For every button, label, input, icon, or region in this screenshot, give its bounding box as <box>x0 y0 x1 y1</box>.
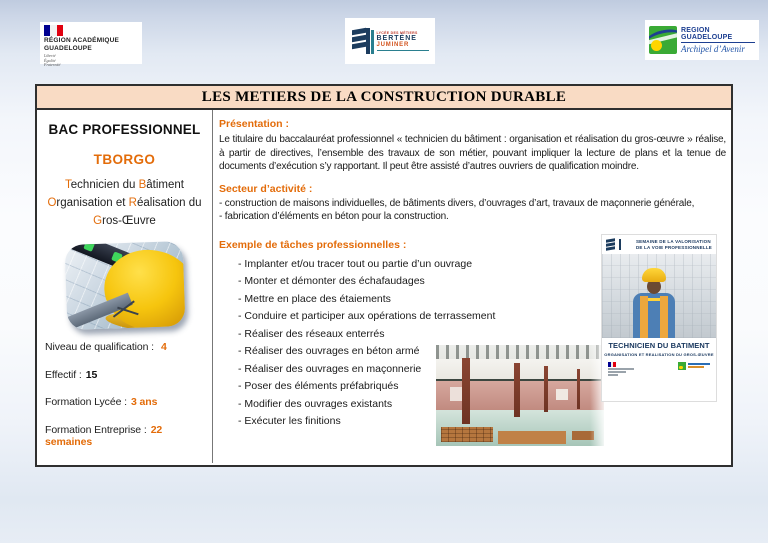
academie-name-line1: RÉGION ACADÉMIQUE <box>44 37 120 44</box>
task-item: - Implanter et/ou tracer tout ou partie d’un ouvrage <box>238 257 473 270</box>
workshop-column <box>544 366 548 412</box>
diploma-panel <box>37 110 213 463</box>
details-panel <box>213 110 731 463</box>
diploma-title: BAC PROFESSIONNEL <box>48 122 201 137</box>
motto-egalite: Égalité <box>44 57 56 63</box>
poster-title: TECHNICIEN DU BATIMENT <box>608 341 710 350</box>
worker-vest-strap <box>648 298 660 301</box>
effectif-value: 15 <box>85 368 98 381</box>
tborgo-poster <box>602 235 716 401</box>
poster-region-logo-icon <box>678 362 710 370</box>
program-acronym: TBORGO <box>93 152 156 167</box>
task-item: - Modifier des ouvrages existants <box>238 397 393 410</box>
workshop-photo <box>436 345 604 446</box>
workshop-column <box>462 358 470 424</box>
worker-helmet-icon <box>642 268 666 282</box>
worker-vest-stripe <box>640 296 648 338</box>
formation-lycee-label: Formation Lycée : <box>45 396 127 408</box>
presentation-heading: Présentation : <box>219 118 290 130</box>
program-full-name <box>47 176 201 230</box>
task-item: - Réaliser des ouvrages en maçonnerie <box>238 362 422 375</box>
secteur-heading: Secteur d’activité : <box>219 182 313 195</box>
program-facts <box>37 341 212 463</box>
lycee-name-line2: JUMINER <box>376 42 410 48</box>
secteur-list <box>219 197 727 224</box>
poster-lycee-logo-icon <box>606 239 624 251</box>
presentation-body: Le titulaire du baccalauréat professionnel « technicien du bâtiment : organisation et réalisation du gros-œuvre » réalise, à partir de directives, l’ensemble des travaux de son métier, pouvant impliquer la lecture de plans et la tenue de documents d’exécution s’y rapportant. Il peut être assisté d’autres ouvriers de qualification moindre. <box>219 134 726 172</box>
lycee-bertene-juminer-logo <box>345 18 435 64</box>
poster-header-line1: SEMAINE DE LA VALORISATION <box>635 239 711 244</box>
fiche-metier-sheet <box>35 84 733 467</box>
workshop-column <box>514 363 520 417</box>
region-guadeloupe-logo <box>645 20 759 60</box>
worker-vest-stripe <box>660 296 668 338</box>
academie-name-line2: GUADELOUPE <box>44 44 92 52</box>
task-item: - Conduire et participer aux opérations de terrassement <box>238 310 496 322</box>
workshop-board <box>556 389 568 400</box>
effectif-label: Effectif : <box>45 368 82 381</box>
hardhat-level-blueprint-photo <box>64 241 185 330</box>
poster-academie-logo-icon <box>608 362 634 377</box>
poster-subtitle: ORGANISATION ET REALISATION DU GROS-ŒUVRE <box>604 352 714 357</box>
lycee-tagline-bar <box>377 50 429 52</box>
page-title: LES METIERS DE LA CONSTRUCTION DURABLE <box>37 86 731 110</box>
formation-entreprise-value: 22 semaines <box>45 423 163 448</box>
task-item: - Mettre en place des étaiements <box>238 292 391 305</box>
secteur-item: - fabrication d’éléments en béton pour la construction. <box>219 211 449 222</box>
qualification-level-value: 4 <box>161 341 167 353</box>
lycee-type-label: LYCÉE DES MÉTIERS <box>376 31 418 35</box>
region-name: REGION GUADELOUPE <box>681 27 755 43</box>
task-item: - Exécuter les finitions <box>238 415 341 427</box>
lycee-name-line1: BERTÈNE <box>376 35 417 42</box>
task-item: - Monter et démonter des échafaudages <box>238 275 425 287</box>
effectif-row <box>45 369 212 381</box>
formation-entreprise-row <box>45 424 212 448</box>
program-name-line: Technicien du Bâtiment <box>65 179 184 191</box>
motto-fraternite: Fraternité <box>44 62 61 67</box>
motto-liberte: Liberté <box>44 53 56 58</box>
formation-lycee-row <box>45 396 212 408</box>
poster-header-line2: DE LA VOIE PROFESSIONNELLE <box>635 245 712 250</box>
construction-worker-photo <box>602 254 716 338</box>
qualification-level-row <box>45 341 212 353</box>
task-item: - Réaliser des réseaux enterrés <box>238 327 385 340</box>
taches-heading: Exemple de tâches professionnelles : <box>219 238 407 251</box>
task-item: - Poser des éléments préfabriqués <box>238 380 399 392</box>
building-icon <box>352 27 374 55</box>
workshop-skylight <box>436 345 604 359</box>
secteur-item: - construction de maisons individuelles, de bâtiments divers, d’ouvrages d’art, travaux de maçonnerie générale, <box>219 197 695 209</box>
qualification-level-label: Niveau de qualification : <box>45 341 154 353</box>
program-name-line: Gros-Œuvre <box>93 215 156 227</box>
formation-lycee-value: 3 ans <box>130 396 158 408</box>
region-academique-guadeloupe-logo <box>40 22 142 67</box>
workshop-column <box>577 369 580 409</box>
program-name-line: Organisation et Réalisation du <box>47 197 202 209</box>
formation-entreprise-label: Formation Entreprise : <box>45 423 147 436</box>
task-item: - Réaliser des ouvrages en béton armé <box>238 345 420 357</box>
french-flag-icon <box>44 25 63 36</box>
brick-pile <box>498 431 566 444</box>
region-tagline: Archipel d’Avenir <box>681 43 745 54</box>
brick-pile <box>441 427 493 442</box>
sun-and-swoosh-icon <box>649 26 677 54</box>
